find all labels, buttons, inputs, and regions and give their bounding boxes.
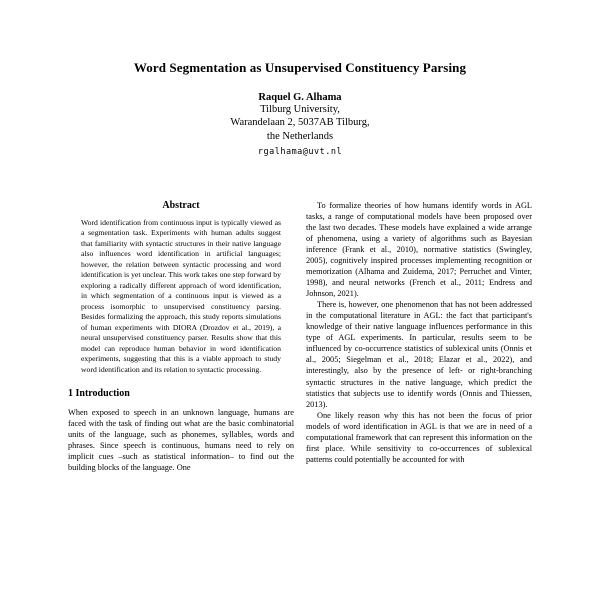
paper-header: [0, 60, 600, 157]
body-paragraph: There is, however, one phenomenon that has not been addressed in the computational literature in AGL: the fact that participant's knowledge of their native language influences performance in this type of AGL experiments. In particular, results seem to be influenced by co-occurrence statistics of sublexical units (Onnis et al., 2005; Siegelman et al., 2018; Elazar et al., 2022), and interestingly, also by the presence of left- or right-branching syntactic structures in the native language, which predict the statistics that subjects use to identify words (Onnis and Thiessen, 2013).: [306, 300, 532, 409]
right-column: [306, 200, 532, 465]
affiliation-line-3: the Netherlands: [266, 130, 334, 142]
left-column: [68, 200, 294, 473]
abstract-heading: Abstract: [162, 200, 200, 211]
abstract-text: Word identification from continuous input is typically viewed as a segmentation task. Experiments with human adults suggest that familiarity with syntactic structures in their native language also influences word identification in artificial languages; however, the relation between syntactic processing and word identification is yet unclear. This work takes one step forward by exploring a radically different approach of word identification, in which segmentation of a continuous input is viewed as a process isomorphic to unsupervised constituency parsing. Besides formalizing the approach, this study reports simulations of human experiments with DIORA (Drozdov et al., 2019), a neural unsupervised constituency parser. Results show that this model can reproduce human behavior in word identification experiments, suggesting that this is a viable approach to study word identification and its relation to syntactic processing.: [81, 218, 281, 374]
paper-title: Word Segmentation as Unsupervised Constituency Parsing: [133, 60, 467, 75]
introduction-paragraph: When exposed to speech in an unknown language, humans are faced with the task of finding out what are the basic combinatorial units of the language, such as phonemes, syllables, words and phrases. Since speech is continuous, humans need to rely on implicit cues –such as statistical information– to find out the building blocks of the language. One: [68, 408, 294, 473]
section-heading-introduction: 1 Introduction: [68, 388, 130, 400]
body-paragraph: To formalize theories of how humans identify words in AGL tasks, a range of computational models have been proposed over the last two decades. These models have explained a wide arrange of phenomena, using a variety of algorithms such as Bayesian inference (Frank et al., 2010), normative statistics (Swingley, 2005), cognitively inspired processes implementing recognition or memorization (Alhama and Zuidema, 2017; Perruchet and Vinter, 1998), and neural networks (French et al., 2011; Endress and Johnson, 2021).: [306, 201, 532, 299]
author-name: Raquel G. Alhama: [258, 92, 342, 103]
author-email: rgalhama@uvt.nl: [257, 147, 343, 158]
affiliation-line-2: Warandelaan 2, 5037AB Tilburg,: [230, 117, 370, 129]
affiliation-line-1: Tilburg University,: [260, 104, 340, 115]
body-paragraph: One likely reason why this has not been the focus of prior models of word identification in AGL is that we are in need of a computational framework that can represent this information on the first place. While sensitivity to co-occurrences of sublexical patterns could potentially be accounted for with: [306, 410, 532, 464]
